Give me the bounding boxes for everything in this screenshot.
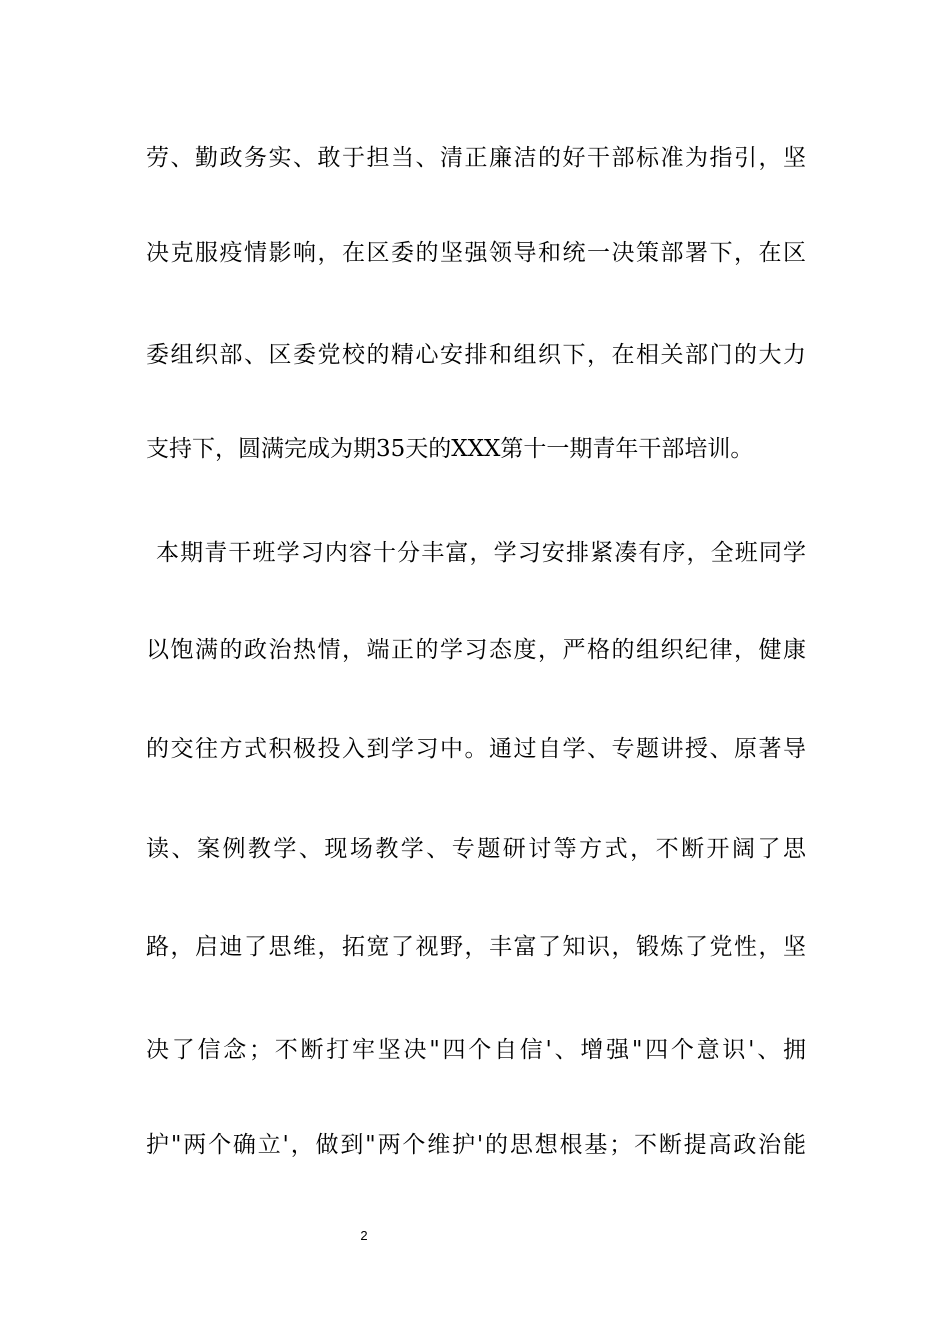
paragraph-line: 以饱满的政治热情，端正的学习态度，严格的组织纪律，健康	[146, 637, 806, 663]
paragraph-line: 读、案例教学、现场教学、专题研讨等方式，不断开阔了思	[146, 836, 806, 862]
paragraph-line: 的交往方式积极投入到学习中。通过自学、专题讲授、原著导	[146, 736, 806, 762]
paragraph-line: 委组织部、区委党校的精心安排和组织下，在相关部门的大力	[146, 342, 806, 368]
paragraph-line: 路，启迪了思维，拓宽了视野，丰富了知识，锻炼了党性，坚	[146, 934, 806, 960]
paragraph-line: 护"两个确立'，做到"两个维护'的思想根基；不断提高政治能	[146, 1132, 806, 1158]
paragraph-line: 劳、勤政务实、敢于担当、清正廉洁的好干部标准为指引，坚	[146, 145, 806, 171]
paragraph-line: 支持下，圆满完成为期35天的XXX第十一期青年干部培训。	[146, 436, 754, 462]
page-number: 2	[360, 1228, 368, 1243]
paragraph-line: 决克服疫情影响，在区委的坚强领导和统一决策部署下，在区	[146, 240, 806, 266]
paragraph-line: 本期青干班学习内容十分丰富，学习安排紧凑有序，全班同学	[156, 540, 806, 566]
paragraph-line: 决了信念；不断打牢坚决"四个自信'、增强"四个意识'、拥	[146, 1037, 806, 1063]
